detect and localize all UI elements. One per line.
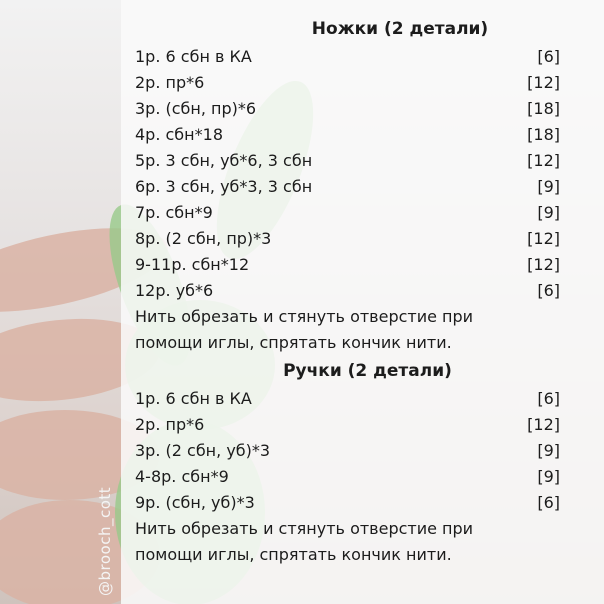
watermark: @brooch_cott <box>96 486 114 596</box>
pattern-row <box>135 44 560 70</box>
row-text: 4-8р. сбн*9 <box>135 467 229 486</box>
row-text: 9-11р. сбн*12 <box>135 255 250 274</box>
row-count: [18] <box>527 99 560 118</box>
row-count: [6] <box>537 389 560 408</box>
row-text: 3р. (2 сбн, уб)*3 <box>135 441 271 460</box>
section-arms <box>135 356 560 568</box>
note-line: Нить обрезать и стянуть отверстие при <box>135 519 474 538</box>
row-text: 5р. 3 сбн, уб*6, 3 сбн <box>135 151 313 170</box>
finishing-note <box>135 304 560 356</box>
row-text: 3р. (сбн, пр)*6 <box>135 99 257 118</box>
row-count: [9] <box>537 441 560 460</box>
row-text: 1р. 6 сбн в КА <box>135 47 252 66</box>
note-line: помощи иглы, спрятать кончик нити. <box>135 333 452 352</box>
pattern-row <box>135 200 560 226</box>
finishing-note <box>135 516 560 568</box>
row-count: [18] <box>527 125 560 144</box>
row-count: [12] <box>527 151 560 170</box>
row-count: [12] <box>527 415 560 434</box>
row-count: [12] <box>527 229 560 248</box>
pattern-row <box>135 226 560 252</box>
pattern-row <box>135 174 560 200</box>
row-count: [12] <box>527 255 560 274</box>
row-count: [6] <box>537 493 560 512</box>
row-count: [9] <box>537 177 560 196</box>
section-title: Ножки (2 детали) <box>311 19 489 39</box>
row-count: [6] <box>537 47 560 66</box>
pattern-row <box>135 412 560 438</box>
row-text: 1р. 6 сбн в КА <box>135 389 252 408</box>
row-count: [9] <box>537 203 560 222</box>
note-line: Нить обрезать и стянуть отверстие при <box>135 307 474 326</box>
pattern-row <box>135 490 560 516</box>
section-title: Ручки (2 детали) <box>283 361 452 381</box>
row-text: 12р. уб*6 <box>135 281 214 300</box>
row-text: 2р. пр*6 <box>135 415 205 434</box>
row-count: [12] <box>527 73 560 92</box>
pattern-row <box>135 386 560 412</box>
pattern-row <box>135 96 560 122</box>
pattern-row <box>135 278 560 304</box>
pattern-content <box>135 14 560 568</box>
row-text: 7р. сбн*9 <box>135 203 213 222</box>
row-text: 8р. (2 сбн, пр)*3 <box>135 229 272 248</box>
pattern-row <box>135 438 560 464</box>
section-legs <box>135 14 560 356</box>
row-text: 9р. (сбн, уб)*3 <box>135 493 255 512</box>
pattern-row <box>135 464 560 490</box>
pattern-row <box>135 70 560 96</box>
pattern-row <box>135 252 560 278</box>
pattern-row <box>135 148 560 174</box>
note-line: помощи иглы, спрятать кончик нити. <box>135 545 452 564</box>
pattern-row <box>135 122 560 148</box>
row-count: [9] <box>537 467 560 486</box>
row-text: 4р. сбн*18 <box>135 125 223 144</box>
row-text: 6р. 3 сбн, уб*3, 3 сбн <box>135 177 313 196</box>
row-text: 2р. пр*6 <box>135 73 205 92</box>
row-count: [6] <box>537 281 560 300</box>
